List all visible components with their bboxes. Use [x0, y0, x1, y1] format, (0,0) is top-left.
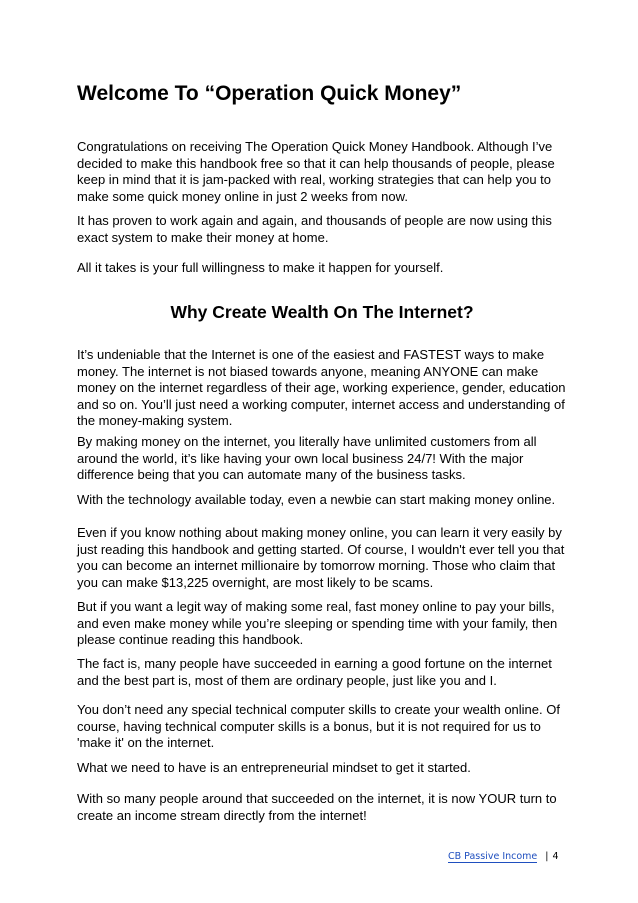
text-line: But if you want a legit way of making some real, fast money online to pay your bills, [77, 599, 555, 614]
text-line: and the best part is, most of them are ordinary people, just like you and I. [77, 672, 497, 688]
text-line: Congratulations on receiving The Operation Quick Money Handbook. Although I’ve [77, 139, 553, 154]
text-line: and even make money while you’re sleeping or spending time with your family, then [77, 615, 558, 631]
text-line: please continue reading this handbook. [77, 632, 304, 647]
text-line: The fact is, many people have succeeded in earning a good fortune on the internet [77, 656, 552, 671]
text-line: What we need to have is an entrepreneurial mindset to get it started. [77, 760, 471, 775]
section-heading: Why Create Wealth On The Internet? [170, 302, 474, 322]
text-line: decided to make this handbook free so that it can help thousands of people, please [77, 155, 555, 171]
text-line: you can become an internet millionaire by tomorrow morning. Those who claim that [77, 558, 556, 573]
intro-paragraph-3 [77, 260, 443, 277]
text-line: money. The internet is not biased towards anyone, meaning ANYONE can make [77, 363, 539, 379]
text-line: you can make $13,225 overnight, are most likely to be scams. [77, 574, 434, 590]
intro-paragraph-2 [77, 213, 552, 246]
body-paragraph-2 [77, 434, 537, 484]
body-paragraph-8 [77, 760, 471, 777]
text-line: and so on. You’ll just need a working computer, internet access and understanding of [77, 396, 565, 412]
body-paragraph-5 [77, 599, 557, 649]
text-line: make some quick money online in just 2 weeks from now. [77, 188, 408, 204]
text-line: just reading this handbook and getting started. Of course, I wouldn't ever tell you that [77, 541, 565, 557]
text-line: money on the internet regardless of their age, working experience, gender, education [77, 380, 566, 395]
body-paragraph-9 [77, 791, 557, 824]
text-line: It’s undeniable that the Internet is one of the easiest and FASTEST ways to make [77, 347, 545, 362]
body-paragraph-7 [77, 702, 560, 752]
text-line: around the world, it’s like having your own local business 24/7! With the major [77, 450, 524, 466]
page-number: 4 [552, 851, 559, 862]
text-line: create an income stream directly from the internet! [77, 807, 367, 823]
page-title: Welcome To “Operation Quick Money” [77, 82, 462, 105]
body-paragraph-1 [77, 347, 566, 430]
text-line: difference being that you can automate many of the business tasks. [77, 467, 466, 482]
text-line: keep in mind that it is jam-packed with real, working strategies that can help you to [77, 172, 552, 187]
text-line: By making money on the internet, you literally have unlimited customers from all [77, 434, 537, 449]
body-paragraph-4 [77, 525, 564, 591]
text-line: You don’t need any special technical computer skills to create your wealth online. Of [77, 702, 560, 717]
text-line: It has proven to work again and again, and thousands of people are now using this [77, 213, 552, 228]
intro-paragraph-1 [77, 139, 555, 205]
text-line: the money-making system. [77, 413, 233, 428]
text-line: All it takes is your full willingness to make it happen for yourself. [77, 260, 444, 275]
text-line: 'make it' on the internet. [77, 735, 215, 750]
footer-link[interactable]: CB Passive Income [448, 851, 538, 862]
body-paragraph-3 [77, 492, 555, 509]
body-paragraph-6 [77, 656, 552, 689]
footer-separator: | [545, 851, 549, 862]
text-line: exact system to make their money at home. [77, 229, 329, 245]
text-line: Even if you know nothing about making money online, you can learn it very easily by [77, 525, 562, 540]
text-line: course, having technical computer skills is a bonus, but it is not required for us to [77, 718, 541, 734]
text-line: With so many people around that succeeded on the internet, it is now YOUR turn to [77, 791, 557, 806]
page-footer [448, 850, 559, 864]
text-line: With the technology available today, even a newbie can start making money online. [77, 492, 556, 507]
